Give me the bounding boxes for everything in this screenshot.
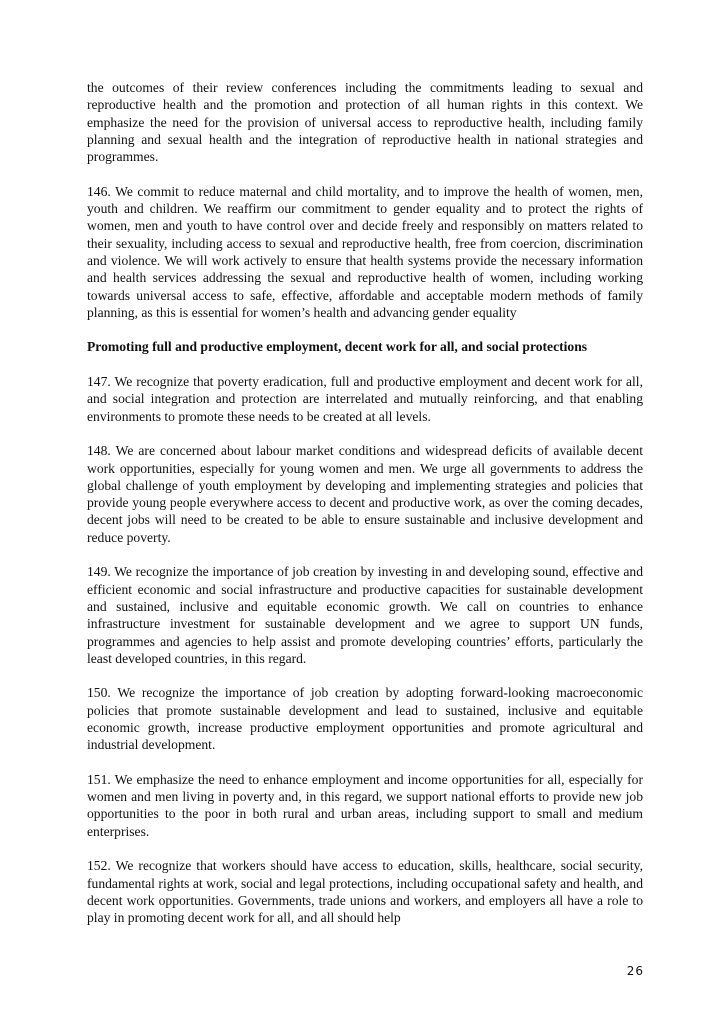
paragraph-146: 146. We commit to reduce maternal and child mortality, and to improve the health of women, men, youth and children. We reaffirm our commitment to gender equality and to protect the rights of women, men and youth to have control over and decide freely and responsibly on matters related to their sexuality, including access to sexual and reproductive health, free from coercion, discrimination and violence. We will work actively to ensure that health systems provide the necessary information and health services addressing the sexual and reproductive health of women, including working towards universal access to safe, effective, affordable and acceptable modern methods of family planning, as this is essential for women’s health and advancing gender equality <box>87 183 643 320</box>
section-heading: Promoting full and productive employment, decent work for all, and social protections <box>87 339 588 355</box>
paragraph-150: 150. We recognize the importance of job creation by adopting forward-looking macroeconomic policies that promote sustainable development and lead to sustained, inclusive and equitable economic growth, increase productive employment opportunities and promote agricultural and industrial development. <box>87 685 643 753</box>
paragraph-148: 148. We are concerned about labour market conditions and widespread deficits of available decent work opportunities, especially for young women and men. We urge all governments to address the global challenge of youth employment by developing and implementing strategies and policies that provide young people everywhere access to decent and productive work, as over the coming decades, decent jobs will need to be created to be able to ensure sustainable and inclusive development and reduce poverty. <box>87 443 643 545</box>
paragraph-continuation: the outcomes of their review conferences including the commitments leading to sexual and reproductive health and the promotion and protection of all human rights in this context. We emphasize the need for the provision of universal access to reproductive health, including family planning and sexual health and the integration of reproductive health in national strategies and programmes. <box>87 80 643 165</box>
page-number: 26 <box>626 964 644 978</box>
paragraph-151: 151. We emphasize the need to enhance employment and income opportunities for all, especially for women and men living in poverty and, in this regard, we support national efforts to provide new job opportunities to the poor in both rural and urban areas, including support to small and medium enterprises. <box>87 771 643 839</box>
paragraph-147: 147. We recognize that poverty eradication, full and productive employment and decent work for all, and social integration and protection are interrelated and mutually reinforcing, and that enabling environments to promote these needs to be created at all levels. <box>87 374 643 424</box>
paragraph-149: 149. We recognize the importance of job creation by investing in and developing sound, effective and efficient economic and social infrastructure and productive capacities for sustainable development and sustained, inclusive and equitable economic growth. We call on countries to enhance infrastructure investment for sustainable development and we agree to support UN funds, programmes and agencies to help assist and promote developing countries’ efforts, particularly the least developed countries, in this regard. <box>87 564 643 666</box>
page-body <box>87 79 643 944</box>
paragraph-152: 152. We recognize that workers should have access to education, skills, healthcare, social security, fundamental rights at work, social and legal protections, including occupational safety and health, and decent work opportunities. Governments, trade unions and workers, and employers all have a role to play in promoting decent work for all, and all should help <box>87 858 643 926</box>
